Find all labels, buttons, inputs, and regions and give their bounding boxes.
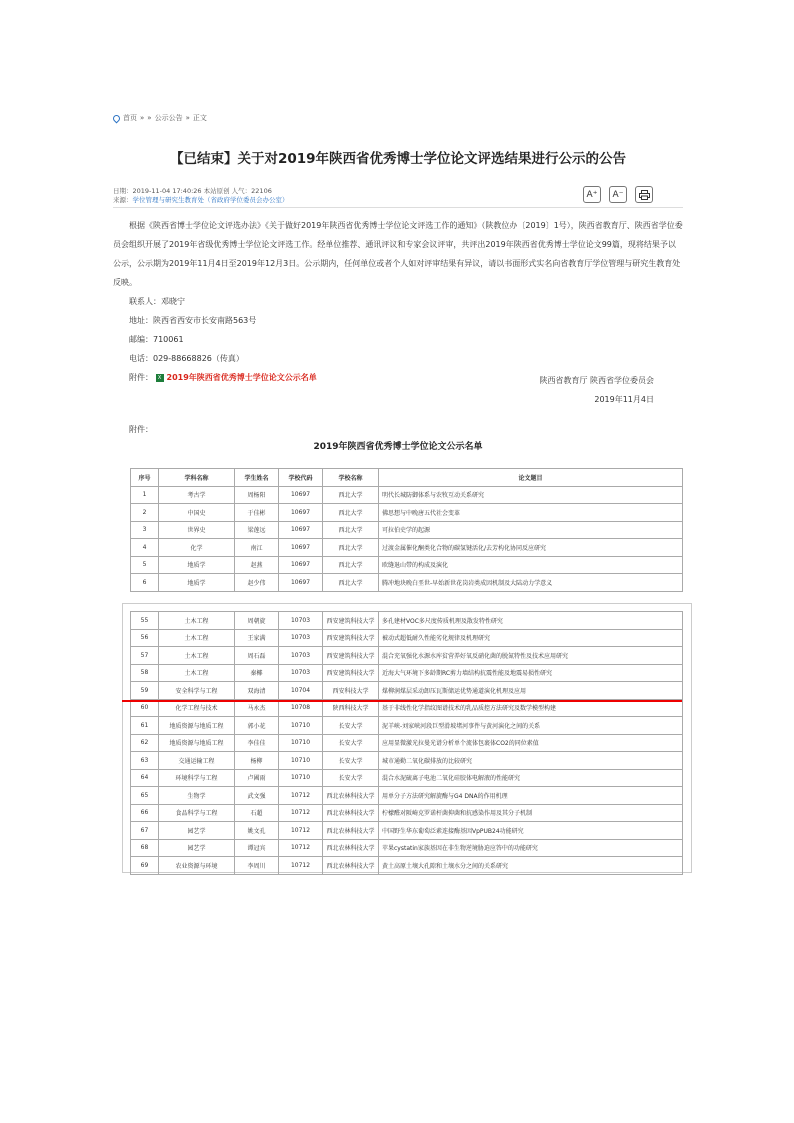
table-cell: 过渡金属催化酮类化合物的碳氢键活化/去芳构化协同反应研究: [379, 539, 683, 557]
table-row: [131, 504, 683, 522]
table-cell: 西安建筑科技大学: [323, 612, 379, 630]
article-meta: [113, 187, 289, 204]
table-cell: 长安大学: [323, 752, 379, 770]
table-cell: 61: [131, 717, 159, 735]
sign-date: 2019年11月4日: [594, 395, 654, 404]
table-header-cell: 序号: [131, 469, 159, 487]
breadcrumb-separator: »: [147, 114, 152, 122]
table-row: [131, 556, 683, 574]
table-cell: 西北大学: [323, 539, 379, 557]
table-cell: 10712: [279, 839, 323, 857]
table-cell: 62: [131, 734, 159, 752]
table-cell: 石超: [235, 804, 279, 822]
table-cell: 明代长城防御体系与农牧互动关系研究: [379, 486, 683, 504]
table-cell: 王家满: [235, 629, 279, 647]
table-cell: 农业资源与环境: [159, 857, 235, 875]
table-cell: 10697: [279, 574, 323, 592]
table-cell: 10697: [279, 504, 323, 522]
table-cell: 园艺学: [159, 822, 235, 840]
article-paragraph: 根据《陕西省博士学位论文评选办法》《关于做好2019年陕西省优秀博士学位论文评选工作的通知》（陕教位办〔2019〕1号），陕西省教育厅、陕西省学位委员会组织开展了2019年省级优秀博士学位论文评选工作。经单位推荐、通讯评议和专家会议评审，共评出2019年陕西省优秀博士学位论文99篇，现将结果予以公示，公示期为2019年11月4日至2019年12月3日。公示期内，任何单位或者个人如对评审结果有异议，请以书面形式实名向省教育厅学位管理与研究生教育处反映。: [113, 221, 683, 287]
table-cell: 化学: [159, 539, 235, 557]
table-row: [131, 612, 683, 630]
table-cell: 泥羊峡-刘家峡河段巨型滑坡堵河事件与黄河演化之间的关系: [379, 717, 683, 735]
table-cell: 周朝旋: [235, 612, 279, 630]
results-table-top: [130, 468, 683, 592]
table-row: [131, 752, 683, 770]
table-cell: 西安科技大学: [323, 682, 379, 700]
breadcrumb: [113, 113, 207, 123]
breadcrumb-section[interactable]: 公示公告: [154, 114, 183, 122]
table-cell: 近海大气环境下多龄期RC剪力墙结构抗震性能及地震易损性研究: [379, 664, 683, 682]
table-cell: 被动式超低耐久性能劣化规律及机理研究: [379, 629, 683, 647]
table-cell: 10710: [279, 769, 323, 787]
table-cell: 10712: [279, 787, 323, 805]
signature-block: [539, 371, 654, 409]
table-cell: 10704: [279, 682, 323, 700]
table-row: [131, 486, 683, 504]
table-row: [131, 769, 683, 787]
table-cell: 长安大学: [323, 734, 379, 752]
breadcrumb-home[interactable]: 首页: [123, 114, 137, 122]
attachment-label: 附件：: [129, 373, 153, 382]
table-cell: 66: [131, 804, 159, 822]
table-cell: 10710: [279, 752, 323, 770]
results-table-bottom: [130, 611, 683, 875]
table-cell: 谭冠宾: [235, 839, 279, 857]
article-toolbar: [583, 186, 653, 203]
table-cell: 60: [131, 699, 159, 717]
contact-person: 联系人：邓晓宁: [129, 297, 185, 306]
divider: [113, 207, 683, 208]
table-cell: 马永杰: [235, 699, 279, 717]
table-cell: 10708: [279, 699, 323, 717]
table-cell: 4: [131, 539, 159, 557]
table-cell: 地质资源与地质工程: [159, 734, 235, 752]
table-cell: 63: [131, 752, 159, 770]
table-cell: 长安大学: [323, 717, 379, 735]
table-cell: 武文强: [235, 787, 279, 805]
article-date-line: 日期：2019-11-04 17:40:26 本站原创 人气：22106: [113, 187, 272, 195]
table-row: [131, 664, 683, 682]
table-cell: 煤柳润煤层采动卸压瓦斯储运优势通道演化机理及应用: [379, 682, 683, 700]
table-cell: 交通运输工程: [159, 752, 235, 770]
table-header-cell: 学校代码: [279, 469, 323, 487]
table-cell: 67: [131, 822, 159, 840]
table-cell: 混合水泥硫离子电池二氧化硅胶体电解液的性能研究: [379, 769, 683, 787]
table-row: [131, 787, 683, 805]
table-cell: 腾冲地块晚白垩世-早始新世花岗岩类成因机制及大陆动力学意义: [379, 574, 683, 592]
table-cell: 应用显微激光拉曼光谱分析单个流体包裹体CO2的同位素值: [379, 734, 683, 752]
table-cell: 卢國雨: [235, 769, 279, 787]
table-cell: 1: [131, 486, 159, 504]
article-body: [113, 216, 683, 387]
table-cell: 10703: [279, 629, 323, 647]
table-cell: 食品科学与工程: [159, 804, 235, 822]
table-cell: 安全科学与工程: [159, 682, 235, 700]
table-cell: 欧缝退山带的构成及演化: [379, 556, 683, 574]
table-row: [131, 857, 683, 875]
table-cell: 于佳彬: [235, 504, 279, 522]
table-cell: 10710: [279, 717, 323, 735]
table-cell: 土木工程: [159, 612, 235, 630]
attachment-heading: 附件：: [129, 425, 153, 434]
table-cell: 杨柳: [235, 752, 279, 770]
table-row: [131, 629, 683, 647]
table-cell: 57: [131, 647, 159, 665]
table-cell: 土木工程: [159, 629, 235, 647]
table-cell: 10712: [279, 804, 323, 822]
table-cell: 10703: [279, 612, 323, 630]
table-cell: 李佳佳: [235, 734, 279, 752]
contact-phone: 电话：029-88668826（传真）: [129, 354, 244, 363]
table-header-cell: 学科名称: [159, 469, 235, 487]
breadcrumb-separator: »: [140, 114, 145, 122]
source-label: 来源：: [113, 195, 133, 204]
table-cell: 佛思想与中晚唐五代社会变革: [379, 504, 683, 522]
table-cell: 2: [131, 504, 159, 522]
article-source-line: [113, 196, 289, 205]
table-cell: 56: [131, 629, 159, 647]
signer: 陕西省教育厅 陕西省学位委员会: [539, 376, 654, 385]
table-cell: 梁莲远: [235, 521, 279, 539]
contact-postcode: 邮编：710061: [129, 335, 184, 344]
table-cell: 园艺学: [159, 839, 235, 857]
table-cell: 用单分子方法研究解旋酶与G4 DNA的作用机理: [379, 787, 683, 805]
table-cell: 59: [131, 682, 159, 700]
table-row: [131, 839, 683, 857]
table-cell: 周石磊: [235, 647, 279, 665]
table-cell: 6: [131, 574, 159, 592]
table-cell: 双海清: [235, 682, 279, 700]
table-cell: 世界史: [159, 521, 235, 539]
table-cell: 10697: [279, 539, 323, 557]
table-cell: 58: [131, 664, 159, 682]
table-cell: 10712: [279, 857, 323, 875]
font-decrease-button[interactable]: A⁻: [609, 186, 627, 203]
table-cell: 郭小花: [235, 717, 279, 735]
font-increase-button[interactable]: A⁺: [583, 186, 601, 203]
table-header-cell: 学校名称: [323, 469, 379, 487]
table-cell: 10697: [279, 521, 323, 539]
page-title: 【已结束】关于对2019年陕西省优秀博士学位论文评选结果进行公示的公告: [169, 151, 627, 167]
table-cell: 西北农林科技大学: [323, 787, 379, 805]
table-cell: 南江: [235, 539, 279, 557]
table-cell: 柠檬醛对阪崎克罗诺杆菌抑菌和抗感染作用及其分子机制: [379, 804, 683, 822]
table-cell: 中国野生华东葡萄泛素连接酶基因VpPUB24功能研究: [379, 822, 683, 840]
table-cell: 土木工程: [159, 647, 235, 665]
table-cell: 秦椰: [235, 664, 279, 682]
table-cell: 西北农林科技大学: [323, 857, 379, 875]
table-cell: 土木工程: [159, 664, 235, 682]
table-cell: 陕西科技大学: [323, 699, 379, 717]
table-header-cell: 论文题目: [379, 469, 683, 487]
table-cell: 69: [131, 857, 159, 875]
table-row: [131, 717, 683, 735]
table-cell: 周杨阳: [235, 486, 279, 504]
table-cell: 地质资源与地质工程: [159, 717, 235, 735]
table-cell: 西安建筑科技大学: [323, 629, 379, 647]
table-row: [131, 804, 683, 822]
table-cell: 姚文孔: [235, 822, 279, 840]
table-cell: 赵燕: [235, 556, 279, 574]
table-cell: 64: [131, 769, 159, 787]
table-cell: 苹果cystatin家族基因在非生物逆境胁迫应答中的功能研究: [379, 839, 683, 857]
table-cell: 西北大学: [323, 574, 379, 592]
table-cell: 西北大学: [323, 504, 379, 522]
table-cell: 长安大学: [323, 769, 379, 787]
table-cell: 10710: [279, 734, 323, 752]
table-cell: 5: [131, 556, 159, 574]
table-cell: 中国史: [159, 504, 235, 522]
table-cell: 10697: [279, 486, 323, 504]
table-cell: 10697: [279, 556, 323, 574]
table-cell: 环境科学与工程: [159, 769, 235, 787]
table-cell: 西北农林科技大学: [323, 804, 379, 822]
table-cell: 黄土高原土壤大孔隙和土壤水分之间的关系研究: [379, 857, 683, 875]
table-cell: 生物学: [159, 787, 235, 805]
table-cell: 55: [131, 612, 159, 630]
table-row: [131, 521, 683, 539]
location-pin-icon: [112, 113, 122, 123]
table-row: [131, 647, 683, 665]
table-cell: 西北大学: [323, 486, 379, 504]
table-row: [131, 822, 683, 840]
table-row: [131, 574, 683, 592]
table-cell: 考古学: [159, 486, 235, 504]
contact-address: 地址：陕西省西安市长安南路563号: [129, 316, 257, 325]
table-row: [131, 539, 683, 557]
breadcrumb-separator: »: [185, 114, 190, 122]
breadcrumb-current: 正文: [192, 114, 207, 122]
attachment-link[interactable]: 2019年陕西省优秀博士学位论文公示名单: [166, 373, 317, 382]
table-title: 2019年陕西省优秀博士学位论文公示名单: [313, 442, 483, 452]
table-cell: 3: [131, 521, 159, 539]
table-cell: 李周川: [235, 857, 279, 875]
excel-file-icon: X: [156, 374, 164, 382]
print-button[interactable]: [635, 186, 653, 203]
table-cell: 65: [131, 787, 159, 805]
table-cell: 地质学: [159, 556, 235, 574]
table-header-cell: 学生姓名: [235, 469, 279, 487]
table-cell: 混合充氧强化水源水库贫营养好氧反硝化菌的脱氮特性及技术应用研究: [379, 647, 683, 665]
table-cell: 西北大学: [323, 521, 379, 539]
table-cell: 西安建筑科技大学: [323, 664, 379, 682]
table-cell: 10712: [279, 822, 323, 840]
table-cell: 赵少伟: [235, 574, 279, 592]
table-cell: 西北农林科技大学: [323, 839, 379, 857]
table-cell: 10703: [279, 647, 323, 665]
table-cell: 化学工程与技术: [159, 699, 235, 717]
table-cell: 68: [131, 839, 159, 857]
table-cell: 多孔建材VOC多尺度传质机理及散发特性研究: [379, 612, 683, 630]
highlight-underline: [122, 700, 682, 702]
table-cell: 西北农林科技大学: [323, 822, 379, 840]
table-cell: 西北大学: [323, 556, 379, 574]
source-link[interactable]: 学位管理与研究生教育处（省政府学位委员会办公室）: [132, 195, 289, 204]
table-row: [131, 734, 683, 752]
table-cell: 城市通勤二氧化碳排放的比较研究: [379, 752, 683, 770]
table-cell: 西安建筑科技大学: [323, 647, 379, 665]
table-cell: 10703: [279, 664, 323, 682]
print-icon: [639, 190, 650, 200]
table-cell: 地质学: [159, 574, 235, 592]
table-row: [131, 682, 683, 700]
table-cell: 基于非线性化学指纹图谱技术的乳品质控方法研究及数学模型构建: [379, 699, 683, 717]
table-cell: 可拉伯史学的起源: [379, 521, 683, 539]
